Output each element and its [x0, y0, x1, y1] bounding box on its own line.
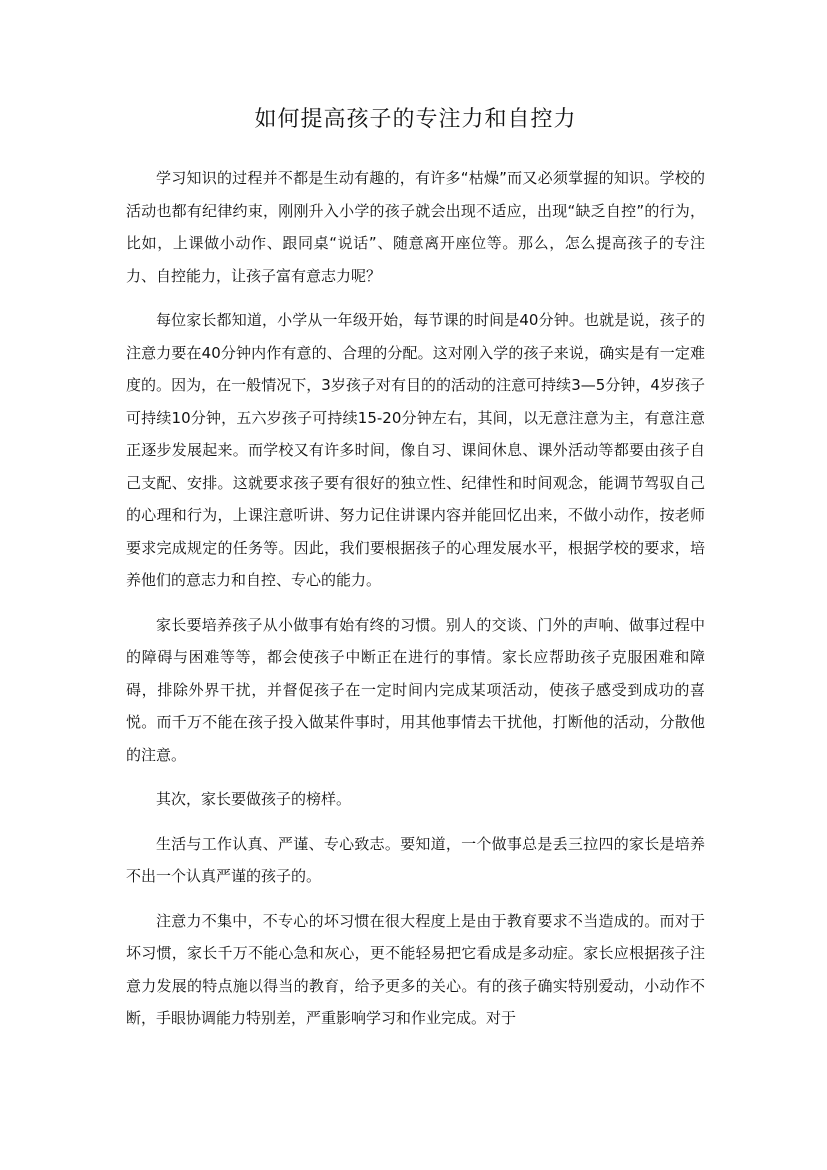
- paragraph-2: 每位家长都知道，小学从一年级开始，每节课的时间是40分钟。也就是说，孩子的注意力要在40分钟内作有意的、合理的分配。这对刚入学的孩子来说，确实是有一定难度的。因为，在一般情况下，3岁孩子对有目的的活动的注意可持续3—5分钟，4岁孩子可持续10分钟，五六岁孩子可持续15-20分钟左右，其间，以无意注意为主，有意注意正逐步发展起来。而学校又有许多时间，像自习、课间休息、课外活动等都要由孩子自己支配、安排。这就要求孩子要有很好的独立性、纪律性和时间观念，能调节驾驭自己的心理和行为，上课注意听讲、努力记住讲课内容并能回忆出来，不做小动作，按老师要求完成规定的任务等。因此，我们要根据孩子的心理发展水平，根据学校的要求，培养他们的意志力和自控、专心的能力。: [126, 311, 705, 589]
- paragraph-1: 学习知识的过程并不都是生动有趣的，有许多“枯燥”而又必须掌握的知识。学校的活动也都有纪律约束，刚刚升入小学的孩子就会出现不适应，出现“缺乏自控”的行为，比如，上课做小动作、跟同桌“说话”、随意离开座位等。那么，怎么提高孩子的专注力、自控能力，让孩子富有意志力呢？: [126, 169, 705, 285]
- paragraph-5: 生活与工作认真、严谨、专心致志。要知道，一个做事总是丢三拉四的家长是培养不出一个认真严谨的孩子的。: [126, 834, 705, 885]
- paragraph-3: 家长要培养孩子从小做事有始有终的习惯。别人的交谈、门外的声响、做事过程中的障碍与困难等等，都会使孩子中断正在进行的事情。家长应帮助孩子克服困难和障碍，排除外界干扰，并督促孩子在一定时间内完成某项活动，使孩子感受到成功的喜悦。而千万不能在孩子投入做某件事时，用其他事情去干扰他，打断他的活动，分散他的注意。: [126, 615, 705, 764]
- document-title: 如何提高孩子的专注力和自控力: [254, 107, 577, 132]
- paragraph-6: 注意力不集中，不专心的坏习惯在很大程度上是由于教育要求不当造成的。而对于坏习惯，家长千万不能心急和灰心，更不能轻易把它看成是多动症。家长应根据孩子注意力发展的特点施以得当的教育，给予更多的关心。有的孩子确实特别爱动，小动作不断，手眼协调能力特别差，严重影响学习和作业完成。对于: [126, 911, 705, 1027]
- paragraph-4: 其次，家长要做孩子的榜样。: [156, 790, 352, 808]
